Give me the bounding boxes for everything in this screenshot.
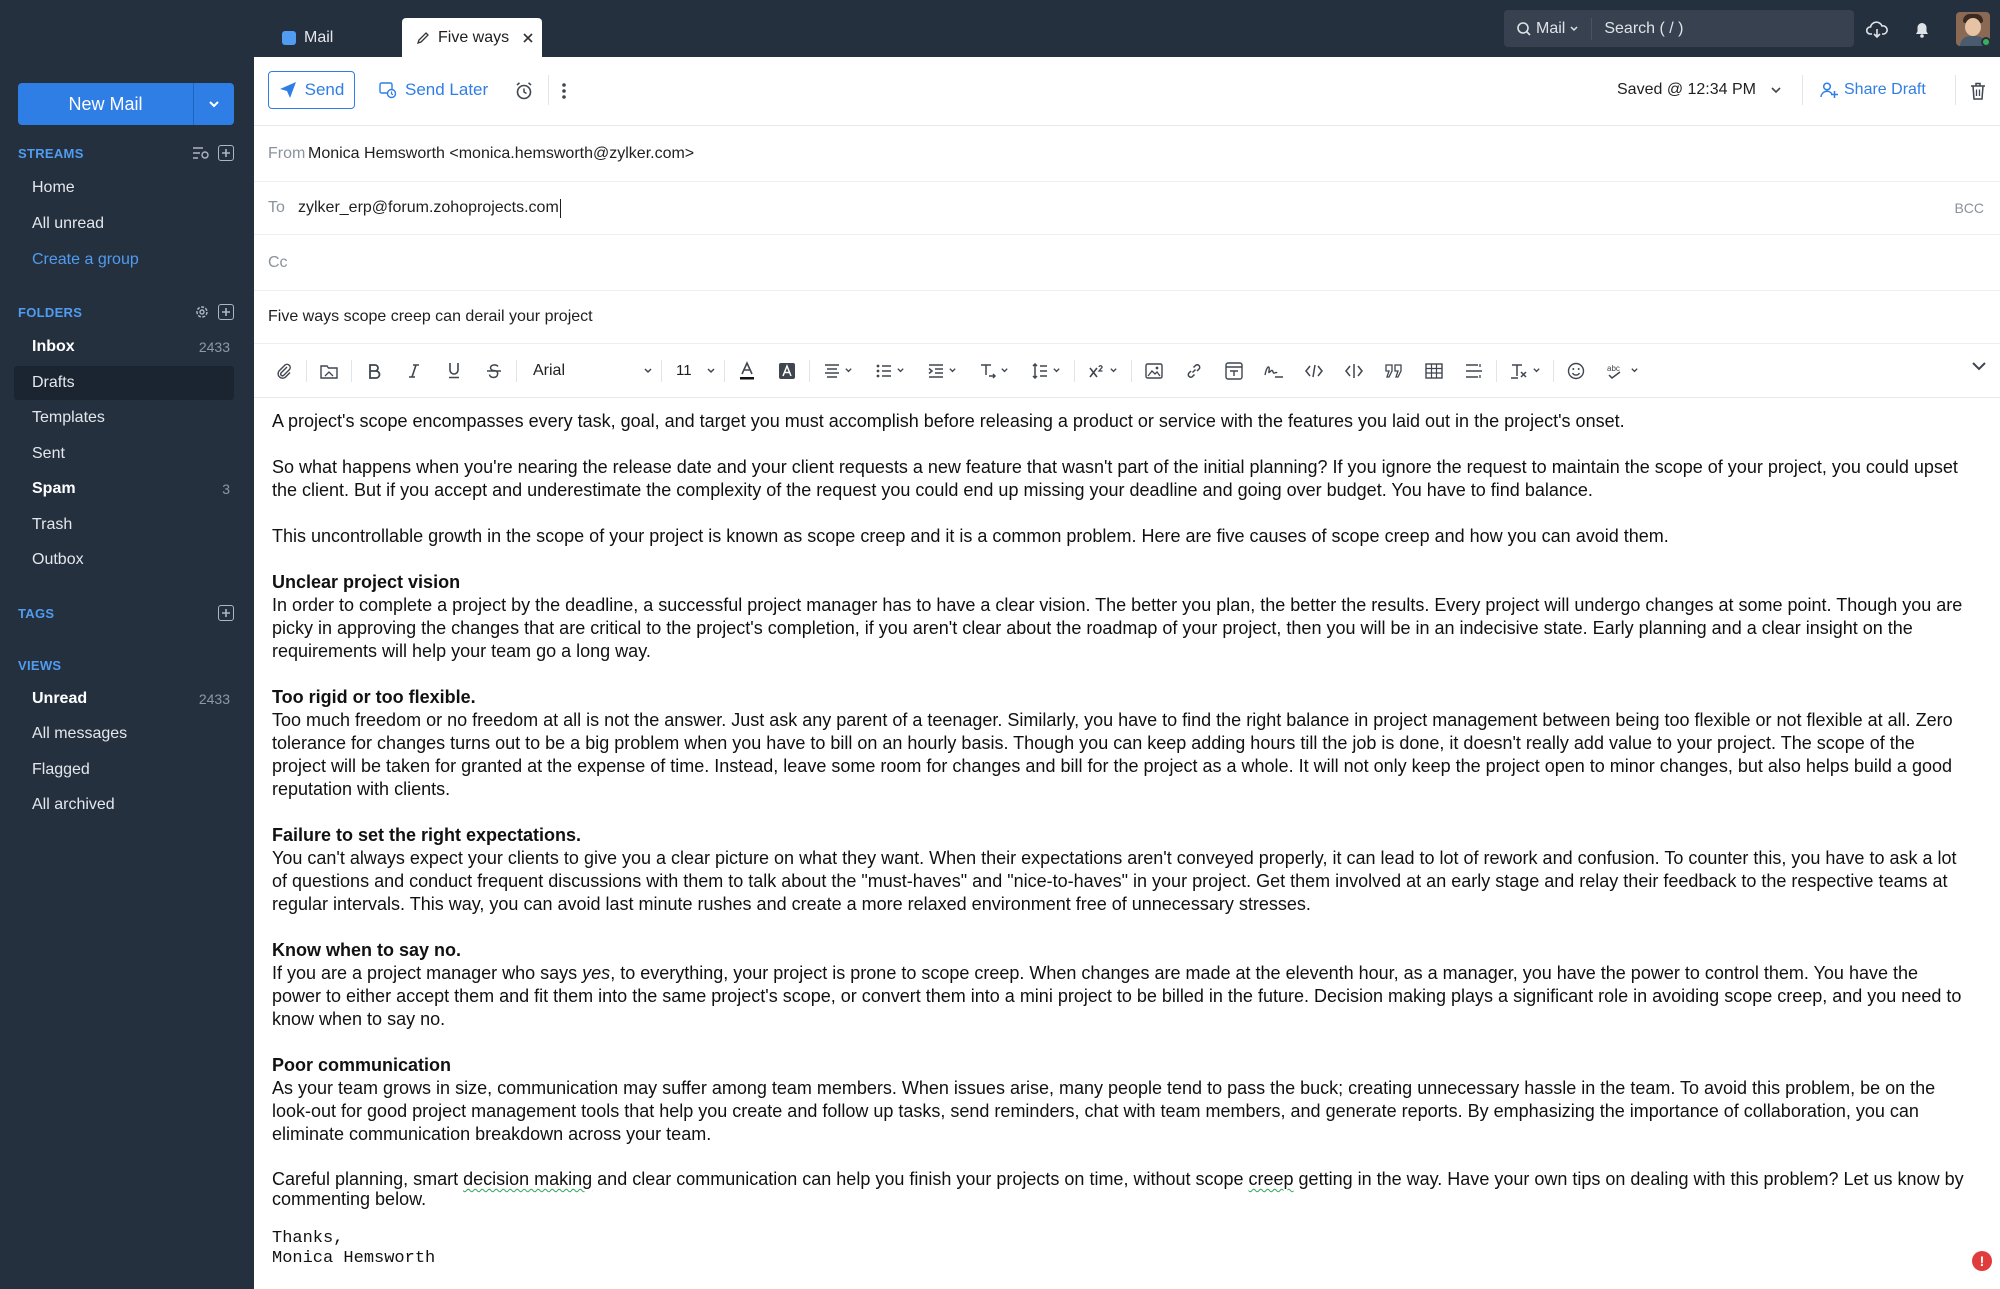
folder-sent[interactable]: [14, 437, 234, 471]
spellcheck-button[interactable]: [1596, 356, 1648, 386]
cc-field[interactable]: [254, 235, 2000, 291]
folder-label: Sent: [32, 445, 65, 462]
online-status-icon: [1981, 37, 1990, 46]
mail-app-icon: [282, 31, 296, 45]
horizontal-line-button[interactable]: [1454, 356, 1494, 386]
chevron-down-icon: [1109, 366, 1118, 375]
folder-count: 3: [222, 481, 230, 497]
search-scope-select[interactable]: [1516, 18, 1592, 40]
svg-text:abc: abc: [1606, 363, 1620, 373]
text-direction-icon: [980, 363, 996, 379]
share-user-icon: [1820, 81, 1838, 99]
section-text: In order to complete a project by the deadline, a successful project manager has to have a clear vision. The better you plan, the better the results. Every project will undergo changes at some point. Though you are picky in approving the changes that are critical to the project's completion, if you aren't clear about the roadmap of your project, then you will be in an indecisive state. Early planning and a clear insight on the requirements will help your team go a long way.: [272, 595, 1963, 661]
chevron-down-icon: [643, 366, 653, 376]
search-scope-label: Mail: [1536, 19, 1566, 37]
body-paragraph: A project's scope encompasses every task, goal, and target you must accomplish before releasing a product or service with the features you laid out in the project's onset.: [272, 411, 1625, 431]
chevron-down-icon: [207, 97, 221, 111]
chevron-down-icon: [844, 366, 853, 375]
html-view-button[interactable]: [1334, 356, 1374, 386]
folder-image-icon: [320, 363, 338, 379]
strikethrough-button[interactable]: [474, 356, 514, 386]
bullet-list-icon: [876, 364, 892, 378]
text-cursor: [560, 199, 561, 218]
tags-heading: TAGS: [18, 606, 55, 621]
folder-trash[interactable]: [14, 508, 234, 542]
subject-input[interactable]: Five ways scope creep can derail your project: [268, 308, 593, 325]
streams-heading: STREAMS: [18, 146, 84, 161]
template-icon: [1225, 362, 1243, 380]
chevron-down-icon: [706, 366, 716, 376]
font-size-select[interactable]: [664, 356, 722, 386]
avatar[interactable]: [1956, 12, 1990, 46]
search-bar[interactable]: [1504, 10, 1854, 47]
message-editor[interactable]: [272, 410, 1972, 1269]
table-icon: [1425, 363, 1443, 379]
add-stream-icon[interactable]: [218, 145, 234, 161]
closing-text: getting in the way. Have your own tips on dealing with this problem? Let us know by commenting below.: [272, 1169, 1964, 1209]
new-mail-button[interactable]: [18, 83, 234, 125]
insert-template-button[interactable]: [1214, 356, 1254, 386]
line-spacing-button[interactable]: [1020, 356, 1072, 386]
search-input[interactable]: Search ( / ): [1604, 19, 1684, 37]
bcc-toggle[interactable]: BCC: [1954, 200, 1984, 216]
section-heading: Failure to set the right expectations.: [272, 825, 582, 845]
superscript-button[interactable]: [1077, 356, 1129, 386]
bold-icon: [367, 363, 381, 379]
stream-home[interactable]: Home: [32, 179, 75, 196]
section-text: If you are a project manager who says: [272, 963, 583, 983]
insert-image-button[interactable]: [1134, 356, 1174, 386]
font-size-value: 11: [676, 362, 692, 379]
pencil-icon: [416, 31, 430, 45]
clear-format-icon: [1510, 363, 1528, 379]
chevron-down-icon: [948, 366, 957, 375]
format-toolbar: [254, 344, 2000, 398]
body-paragraph: This uncontrollable growth in the scope of your project is known as scope creep and it is a common problem. Here are five causes of scope creep and how you can avoid them.: [272, 526, 1669, 546]
cc-label: Cc: [268, 253, 288, 271]
list-button[interactable]: [864, 356, 916, 386]
more-options-icon[interactable]: [561, 81, 567, 101]
folder-label: Inbox: [32, 338, 75, 355]
folder-templates[interactable]: [14, 401, 234, 435]
insert-code-button[interactable]: [1294, 356, 1334, 386]
chevron-down-icon: [896, 366, 905, 375]
subject-field[interactable]: [254, 291, 2000, 344]
alarm-clock-icon[interactable]: [514, 81, 534, 101]
folder-label: Trash: [32, 516, 73, 533]
tab-draft[interactable]: [402, 18, 542, 57]
body-paragraph: So what happens when you're nearing the release date and your client requests a new feature that wasn't part of the initial planning? If you ignore the request to maintain the scope of your project, you could upset the client. But if you accept and underestimate the complexity of the request you could end up missing your deadline and going over budget. You have to find balance.: [272, 457, 1958, 500]
stream-all-unread[interactable]: All unread: [32, 215, 105, 232]
folder-label: Templates: [32, 409, 105, 426]
smiley-icon: [1567, 362, 1585, 380]
text-direction-button[interactable]: [968, 356, 1020, 386]
signature-icon: [1264, 363, 1284, 379]
share-draft-label: Share Draft: [1844, 81, 1926, 98]
clear-format-button[interactable]: [1499, 356, 1551, 386]
strikethrough-icon: [486, 363, 502, 379]
search-icon: [1516, 21, 1532, 37]
add-tag-icon[interactable]: [218, 605, 234, 621]
error-indicator-icon[interactable]: !: [1972, 1251, 1992, 1271]
closing-paragraph: [272, 1169, 1972, 1209]
add-folder-icon[interactable]: [218, 304, 234, 320]
views-heading: VIEWS: [18, 658, 62, 673]
line-spacing-icon: [1032, 363, 1048, 379]
schedule-send-icon: [379, 81, 397, 99]
view-count: 2433: [198, 691, 230, 707]
body-section: [272, 939, 1972, 1031]
signature-block: [272, 1229, 1972, 1269]
send-label: Send: [304, 80, 345, 99]
italic-button[interactable]: [394, 356, 434, 386]
emoji-button[interactable]: [1556, 356, 1596, 386]
view-unread[interactable]: [14, 682, 234, 716]
italic-icon: [407, 363, 421, 379]
underline-icon: [447, 362, 461, 379]
section-text-emphasis: yes: [582, 963, 611, 983]
trash-icon[interactable]: [1969, 81, 1987, 101]
text-color-icon: [738, 361, 756, 381]
chevron-down-icon: [1770, 84, 1782, 96]
blockquote-button[interactable]: [1374, 356, 1414, 386]
view-label: Flagged: [32, 761, 90, 778]
chevron-down-icon: [1569, 24, 1579, 34]
text-color-button[interactable]: [727, 356, 767, 386]
top-bar: [254, 0, 2000, 57]
new-mail-label[interactable]: New Mail: [18, 83, 194, 125]
indent-icon: [928, 364, 944, 378]
to-field[interactable]: [254, 182, 2000, 235]
new-mail-dropdown[interactable]: [194, 83, 234, 125]
image-icon: [1145, 363, 1163, 379]
chevron-down-icon: [1000, 366, 1009, 375]
section-heading: Unclear project vision: [272, 572, 461, 592]
superscript-icon: [1089, 363, 1105, 379]
gear-icon[interactable]: [194, 304, 210, 320]
font-family-select[interactable]: [519, 356, 659, 386]
body-section: [272, 1054, 1972, 1146]
send-button[interactable]: [268, 71, 355, 109]
align-icon: [824, 364, 840, 378]
compose-actions: [254, 57, 2000, 126]
folders-heading: FOLDERS: [18, 305, 83, 320]
link-icon: [1185, 362, 1203, 380]
saved-status[interactable]: [1617, 81, 1782, 99]
folder-label: Drafts: [32, 374, 75, 391]
closing-text: and clear communication can help you finish your projects on time, without scope: [592, 1169, 1249, 1189]
closing-text: Careful planning, smart: [272, 1169, 464, 1189]
to-label: To: [268, 199, 285, 216]
insert-table-button[interactable]: [1414, 356, 1454, 386]
bold-button[interactable]: [354, 356, 394, 386]
sidebar: [0, 0, 254, 1289]
body-section: [272, 686, 1972, 801]
section-heading: Too rigid or too flexible.: [272, 687, 476, 707]
section-text: , to everything, your project is prone to scope creep. When changes are made at the eleventh hour, as a manager, you have the power to control them. You have the power to either accept them and fit them into the same project's scope, or convert them into a mini project to be billed in the future. Decision making plays a significant role in avoiding scope creep, and you need to know when to say no.: [272, 963, 1962, 1029]
filter-settings-icon[interactable]: [192, 145, 210, 161]
view-label: All messages: [32, 725, 128, 742]
from-value: Monica Hemsworth <monica.hemsworth@zylker.com>: [308, 144, 695, 162]
chevron-down-icon: [1052, 366, 1061, 375]
align-button[interactable]: [812, 356, 864, 386]
create-group-link[interactable]: Create a group: [32, 251, 139, 268]
folder-outbox[interactable]: [14, 543, 234, 577]
insert-link-button[interactable]: [1174, 356, 1214, 386]
code-icon: [1305, 364, 1323, 378]
spellcheck-flagged-word[interactable]: creep: [1248, 1169, 1294, 1189]
body-section: [272, 824, 1972, 916]
view-flagged[interactable]: [14, 753, 234, 787]
view-all-messages[interactable]: [14, 717, 234, 751]
saved-label: Saved @ 12:34 PM: [1617, 81, 1756, 98]
send-later-label: Send Later: [405, 80, 489, 99]
horizontal-rule-icon: [1465, 363, 1483, 379]
spellcheck-icon: [1606, 363, 1626, 379]
tab-mail[interactable]: [268, 18, 404, 57]
bell-icon[interactable]: [1912, 19, 1932, 39]
close-icon[interactable]: [521, 31, 535, 45]
folder-drafts[interactable]: [14, 366, 234, 400]
cloud-sync-icon[interactable]: [1866, 19, 1888, 39]
underline-button[interactable]: [434, 356, 474, 386]
folder-spam[interactable]: [14, 472, 234, 506]
signature-name: Monica Hemsworth: [272, 1249, 436, 1268]
view-label: Unread: [32, 690, 88, 707]
section-text: You can't always expect your clients to give you a clear picture on what they want. When their expectations aren't conveyed properly, it can lead to lot of rework and confusion. To counter this, you have to ask a lot of questions and conduct frequent discussions with them to talk about the "must-haves" and "nice-to-haves" in your project. Get them involved at an early stage and relay their feedback to the respective teams at regular intervals. This way, you can avoid last minute rushes and create a more relaxed environment free of unnecessary stresses.: [272, 848, 1957, 914]
signature-button[interactable]: [1254, 356, 1294, 386]
quote-icon: [1385, 364, 1403, 378]
tab-mail-label: Mail: [304, 28, 334, 46]
folder-count: 2433: [198, 339, 230, 355]
view-label: All archived: [32, 796, 115, 813]
spellcheck-flagged-word[interactable]: decision making: [463, 1169, 593, 1189]
attach-button[interactable]: [264, 356, 304, 386]
send-icon: [279, 81, 297, 99]
highlight-icon: [778, 362, 796, 380]
view-all-archived[interactable]: [14, 788, 234, 822]
chevron-down-icon: [1532, 366, 1541, 375]
folder-label: Outbox: [32, 551, 84, 568]
folder-inbox[interactable]: [14, 330, 234, 364]
section-text: As your team grows in size, communication may suffer among team members. When issues arise, many people tend to pass the buck; creating unnecessary hassle in the team. To avoid this problem, be on the look-out for good project management tools that help you create and follow up tasks, send reminders, chat with team members, and generate reports. By emphasizing the importance of collaboration, you can eliminate communication breakdown across your team.: [272, 1078, 1936, 1144]
html-icon: [1345, 363, 1363, 379]
send-later-button[interactable]: [379, 71, 488, 109]
to-input[interactable]: zylker_erp@forum.zohoprojects.com: [298, 199, 559, 216]
from-field[interactable]: [254, 126, 2000, 182]
section-text: Too much freedom or no freedom at all is not the answer. Just ask any parent of a teenager. Similarly, you have to find the right balance in project management between being too flexible or not flexible at all. Zero tolerance for changes turns out to be a big problem when you have to bill on an hourly basis. Though you can keep adding hours till the job is done, it doesn't really add value to your project. The scope of the project will be taken for granted at the expense of time. Instead, leave some room for changes and bill for the project as a whole. It will not only keep the project open to minor changes, but also helps build a good reputation with clients.: [272, 710, 1953, 799]
highlight-color-button[interactable]: [767, 356, 807, 386]
share-draft-button[interactable]: [1820, 81, 1926, 99]
chevron-down-icon: [1630, 366, 1639, 375]
paperclip-icon: [275, 362, 293, 380]
signature-thanks: Thanks,: [272, 1229, 344, 1248]
insert-from-cloud-button[interactable]: [309, 356, 349, 386]
from-label: From: [268, 144, 306, 162]
section-heading: Poor communication: [272, 1055, 452, 1075]
folder-label: Spam: [32, 480, 76, 497]
tab-draft-label: Five ways: [438, 28, 510, 46]
body-section: [272, 571, 1972, 663]
indent-button[interactable]: [916, 356, 968, 386]
collapse-toolbar-icon[interactable]: [1970, 357, 1988, 375]
font-family-value: Arial: [533, 361, 566, 379]
section-heading: Know when to say no.: [272, 940, 462, 960]
